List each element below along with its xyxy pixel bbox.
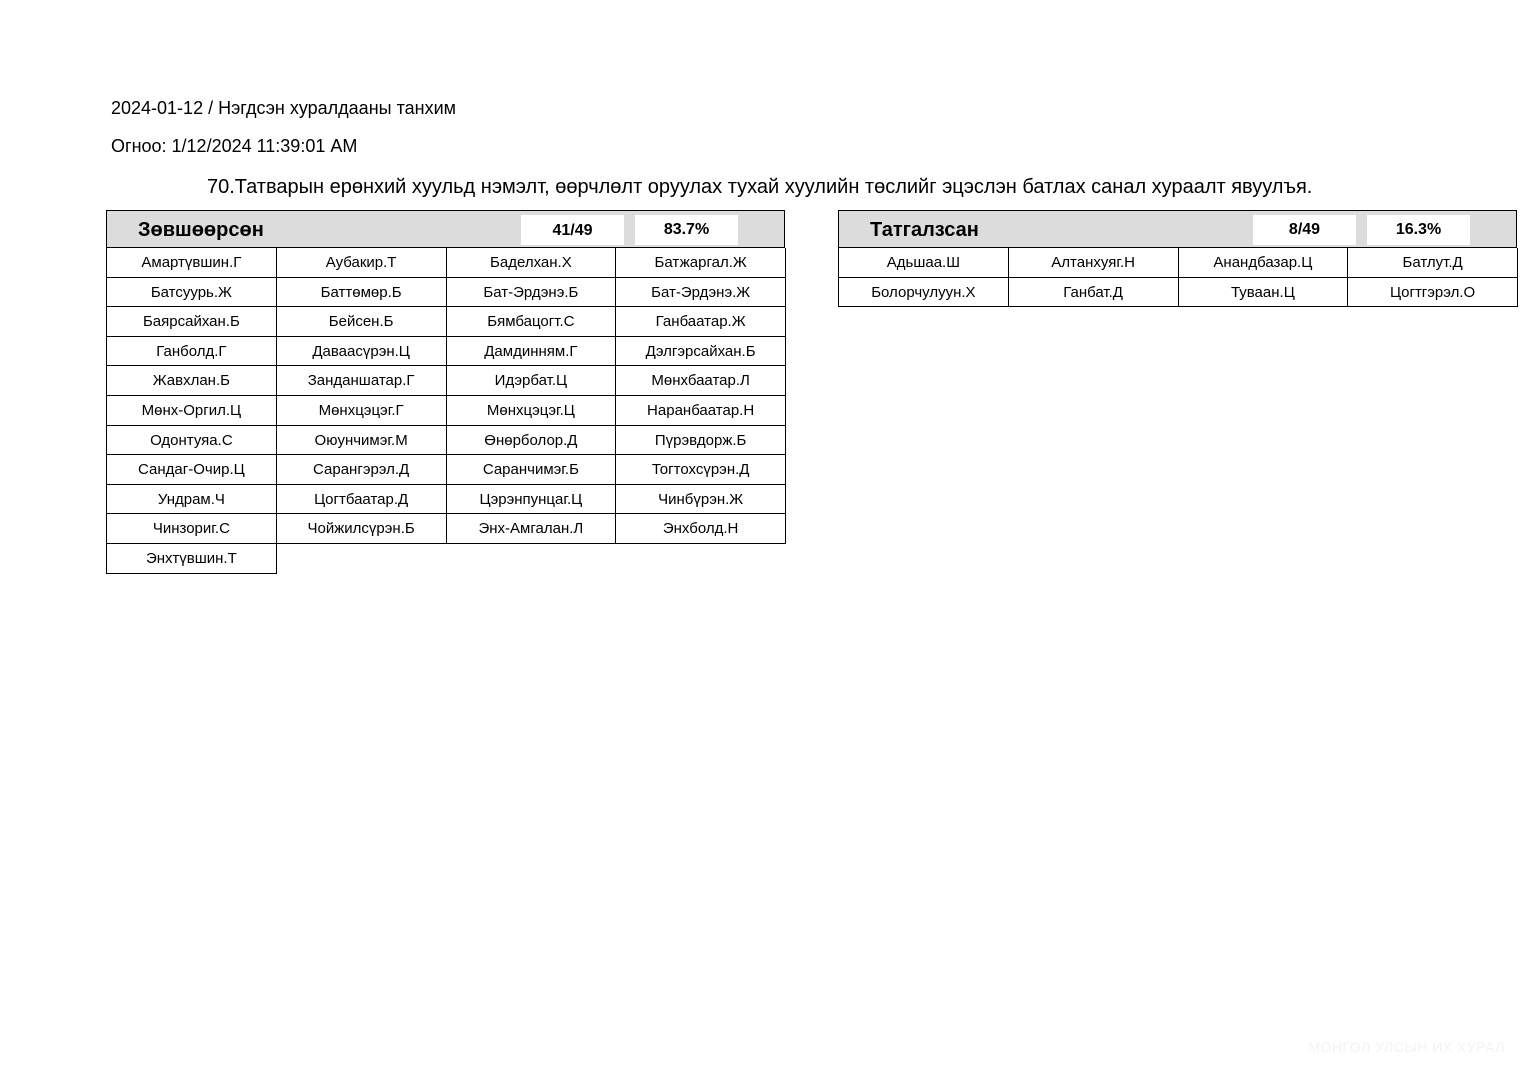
- approved-percent: 83.7%: [635, 215, 738, 245]
- approved-header: [106, 210, 785, 248]
- member-name-cell: Идэрбат.Ц: [447, 366, 617, 396]
- member-name-cell: Баттөмөр.Б: [277, 278, 447, 308]
- member-name-cell: Цэрэнпунцаг.Ц: [447, 485, 617, 515]
- member-name-cell: Чинбүрэн.Ж: [616, 485, 786, 515]
- approved-count: 41/49: [521, 215, 624, 245]
- approved-names-table: [106, 248, 785, 574]
- approved-label: Зөвшөөрсөн: [138, 219, 264, 241]
- member-name-cell: Занданшатар.Г: [277, 366, 447, 396]
- member-name-cell: Дамдинням.Г: [447, 337, 617, 367]
- member-name-cell: Бейсен.Б: [277, 307, 447, 337]
- rejected-label: Татгалзсан: [870, 219, 979, 241]
- member-name-cell: Оюунчимэг.М: [277, 426, 447, 456]
- member-name-cell: Наранбаатар.Н: [616, 396, 786, 426]
- member-name-cell: Бат-Эрдэнэ.Б: [447, 278, 617, 308]
- rejected-count: 8/49: [1253, 215, 1356, 245]
- watermark-text: МОНГОЛ УЛСЫН ИХ ХУРАЛ: [1308, 1039, 1505, 1055]
- member-name-cell: Ганбат.Д: [1009, 278, 1179, 308]
- member-name-cell: Мөнхцэцэг.Г: [277, 396, 447, 426]
- member-name-cell: Батжаргал.Ж: [616, 248, 786, 278]
- member-name-cell: Бямбацогт.С: [447, 307, 617, 337]
- member-name-cell: Мөнхбаатар.Л: [616, 366, 786, 396]
- vote-timestamp: Огноо: 1/12/2024 11:39:01 AM: [111, 136, 358, 156]
- member-name-cell: Өнөрболор.Д: [447, 426, 617, 456]
- member-name-cell: Энхтүвшин.Т: [107, 544, 277, 574]
- rejected-panel: [838, 210, 1517, 307]
- member-name-cell: Амартүвшин.Г: [107, 248, 277, 278]
- member-name-cell: Дэлгэрсайхан.Б: [616, 337, 786, 367]
- member-name-cell: Энх-Амгалан.Л: [447, 514, 617, 544]
- member-name-cell: Энхболд.Н: [616, 514, 786, 544]
- member-name-cell: Даваасүрэн.Ц: [277, 337, 447, 367]
- member-name-cell: Сандаг-Очир.Ц: [107, 455, 277, 485]
- rejected-header: [838, 210, 1517, 248]
- member-name-cell: Туваан.Ц: [1179, 278, 1349, 308]
- vote-title: 70.Татварын ерөнхий хуульд нэмэлт, өөрчлөлт оруулах тухай хуулийн төслийг эцэслэн батлах санал хураалт явуулъя.: [207, 176, 1313, 198]
- member-name-cell: Аубакир.Т: [277, 248, 447, 278]
- member-name-cell: Чинзориг.С: [107, 514, 277, 544]
- member-name-cell: Саранчимэг.Б: [447, 455, 617, 485]
- member-name-cell: Пүрэвдорж.Б: [616, 426, 786, 456]
- member-name-cell: Одонтуяа.С: [107, 426, 277, 456]
- member-name-cell: Чойжилсүрэн.Б: [277, 514, 447, 544]
- member-name-cell: Сарангэрэл.Д: [277, 455, 447, 485]
- member-name-cell: Адьшаа.Ш: [839, 248, 1009, 278]
- member-name-cell: Батсуурь.Ж: [107, 278, 277, 308]
- member-name-cell: Мөнх-Оргил.Ц: [107, 396, 277, 426]
- approved-panel: [106, 210, 785, 574]
- member-name-cell: Ганболд.Г: [107, 337, 277, 367]
- member-name-cell: Анандбазар.Ц: [1179, 248, 1349, 278]
- member-name-cell: Алтанхуяг.Н: [1009, 248, 1179, 278]
- member-name-cell: Баярсайхан.Б: [107, 307, 277, 337]
- member-name-cell: Ундрам.Ч: [107, 485, 277, 515]
- member-name-cell: Цогтбаатар.Д: [277, 485, 447, 515]
- member-name-cell: Жавхлан.Б: [107, 366, 277, 396]
- member-name-cell: Тогтохсүрэн.Д: [616, 455, 786, 485]
- session-date-location: 2024-01-12 / Нэгдсэн хуралдааны танхим: [111, 98, 456, 118]
- member-name-cell: Ганбаатар.Ж: [616, 307, 786, 337]
- member-name-cell: Цогтгэрэл.О: [1348, 278, 1518, 308]
- member-name-cell: Мөнхцэцэг.Ц: [447, 396, 617, 426]
- member-name-cell: Болорчулуун.Х: [839, 278, 1009, 308]
- member-name-cell: Батлут.Д: [1348, 248, 1518, 278]
- rejected-percent: 16.3%: [1367, 215, 1470, 245]
- rejected-names-table: [838, 248, 1517, 307]
- member-name-cell: Бат-Эрдэнэ.Ж: [616, 278, 786, 308]
- member-name-cell: Баделхан.Х: [447, 248, 617, 278]
